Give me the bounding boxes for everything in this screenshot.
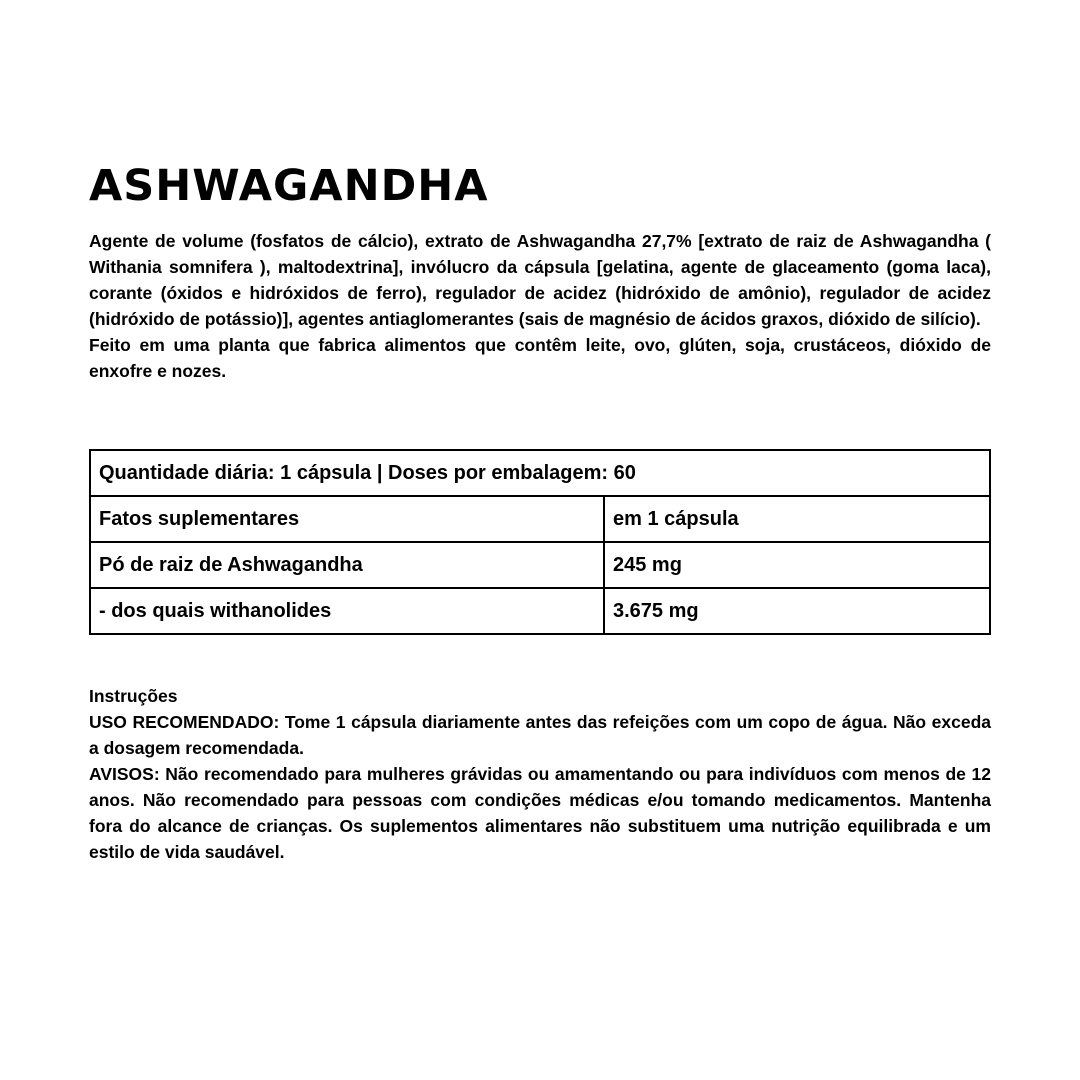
row-value: 3.675 mg (604, 588, 990, 634)
usage-text: USO RECOMENDADO: Tome 1 cápsula diariamente antes das refeições com um copo de água. Não exceda a dosagem recomendada. (89, 712, 991, 758)
supplement-facts-table (89, 449, 991, 635)
row-label: Pó de raiz de Ashwagandha (90, 542, 604, 588)
table-row (90, 588, 990, 634)
instructions-section (89, 683, 991, 865)
warnings-text: AVISOS: Não recomendado para mulheres grávidas ou amamentando ou para indivíduos com menos de 12 anos. Não recomendado para pessoas com condições médicas e/ou tomando medicamentos. Mantenha fora do alcance de crianças. Os suplementos alimentares não substituem uma nutrição equilibrada e um estilo de vida saudável. (89, 764, 991, 862)
ingredients-text: Agente de volume (fosfatos de cálcio), extrato de Ashwagandha 27,7% [extrato de raiz de Ashwagandha ( Withania somnifera ), maltodextrina], invólucro da cápsula [gelatina, agente de glaceamento (goma laca), corante (óxidos e hidróxidos de ferro), regulador de acidez (hidróxido de amônio), regulador de acidez (hidróxido de potássio)], agentes antiaglomerantes (sais de magnésio de ácidos graxos, dióxido de silício). (89, 231, 991, 329)
row-label: - dos quais withanolides (90, 588, 604, 634)
table-row (90, 496, 990, 542)
row-label: Fatos suplementares (90, 496, 604, 542)
product-title: ASHWAGANDHA (89, 161, 489, 211)
table-row (90, 542, 990, 588)
row-value: 245 mg (604, 542, 990, 588)
daily-dose-header: Quantidade diária: 1 cápsula | Doses por embalagem: 60 (90, 450, 990, 496)
ingredients-section (89, 228, 991, 384)
product-info (89, 160, 991, 384)
row-value: em 1 cápsula (604, 496, 990, 542)
instructions-heading: Instruções (89, 686, 178, 706)
table-header-row (90, 450, 990, 496)
allergen-notice: Feito em uma planta que fabrica alimentos que contêm leite, ovo, glúten, soja, crustáceos, dióxido de enxofre e nozes. (89, 335, 991, 381)
